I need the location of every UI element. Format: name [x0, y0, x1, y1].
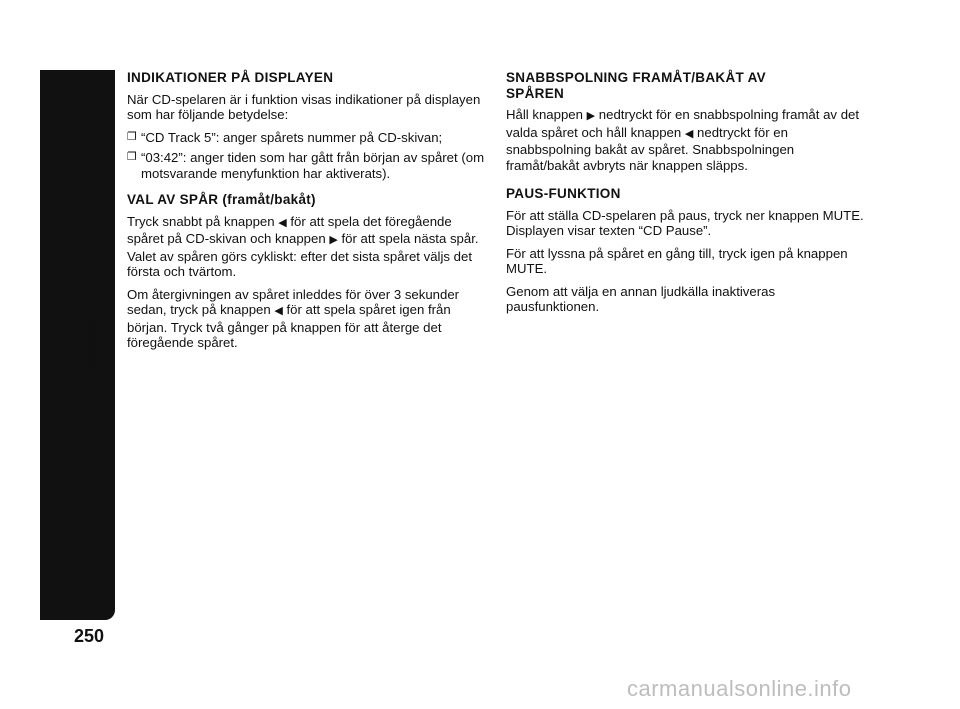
chapter-label: BILRADIO: [87, 321, 97, 369]
paragraph: För att lyssna på spåret en gång till, tryck igen på knappen MUTE.: [506, 245, 848, 276]
left-arrow-icon: ◀: [684, 127, 694, 140]
heading-displayen: INDIKATIONER PÅ DISPLAYEN: [127, 70, 334, 85]
left-arrow-icon: ◀: [274, 305, 283, 317]
paragraph: För att ställa CD-spelaren på paus, tryck ner knappen MUTE. Displayen visar texten “CD Pause”.: [506, 207, 864, 238]
list-item: [127, 130, 487, 146]
paragraph: Genom att välja en annan ljudkälla inaktiveras pausfunktionen.: [506, 283, 776, 314]
list-item-text: “03:42”: anger tiden som har gått från början av spåret (om motsvarande menyfunktion har aktiverats).: [141, 150, 485, 181]
chapter-sidebar: [40, 70, 115, 620]
right-arrow-icon: ▶: [329, 234, 338, 246]
checkbox-bullet-icon: ❐: [127, 151, 137, 163]
right-arrow-icon: ▶: [586, 110, 596, 122]
page-number: 250: [74, 626, 105, 646]
right-column: [506, 70, 866, 322]
heading-snabbspolning: SNABBSPOLNING FRAMÅT/BAKÅT AV SPÅREN: [506, 70, 766, 101]
list-item: [127, 150, 487, 181]
left-arrow-icon: ◀: [278, 216, 287, 229]
paragraph: Håll knappen ▶ nedtryckt för en snabbspolning framåt av det valda spåret och håll knappen ◀ nedtryckt för en snabbspolning bakåt av spåret. Snabbspolningen framåt/bakåt avbryts när knappen släpps.: [506, 107, 860, 173]
checkbox-bullet-icon: ❐: [127, 130, 137, 143]
heading-val-av-spar: VAL AV SPÅR (framåt/bakåt): [127, 192, 316, 207]
heading-paus-funktion: PAUS-FUNKTION: [506, 186, 621, 201]
paragraph: Tryck snabbt på knappen ◀ för att spela det föregående spåret på CD-skivan och knappen ▶ för att spela nästa spår. Valet av spåren görs cykliskt: efter det sista spåret väljs det första och tvärtom.: [127, 213, 479, 279]
left-column: [127, 70, 487, 358]
watermark: carmanualsonline.info: [627, 676, 852, 701]
paragraph: När CD-spelaren är i funktion visas indikationer på displayen som har följande betydelse:: [127, 91, 481, 122]
list-item-text: “CD Track 5”: anger spårets nummer på CD-skivan;: [141, 129, 443, 145]
paragraph: Om återgivningen av spåret inleddes för över 3 sekunder sedan, tryck på knappen ◀ för att spela spåret igen från början. Tryck två gånger på knappen för att återge det föregående spåret.: [127, 286, 460, 350]
